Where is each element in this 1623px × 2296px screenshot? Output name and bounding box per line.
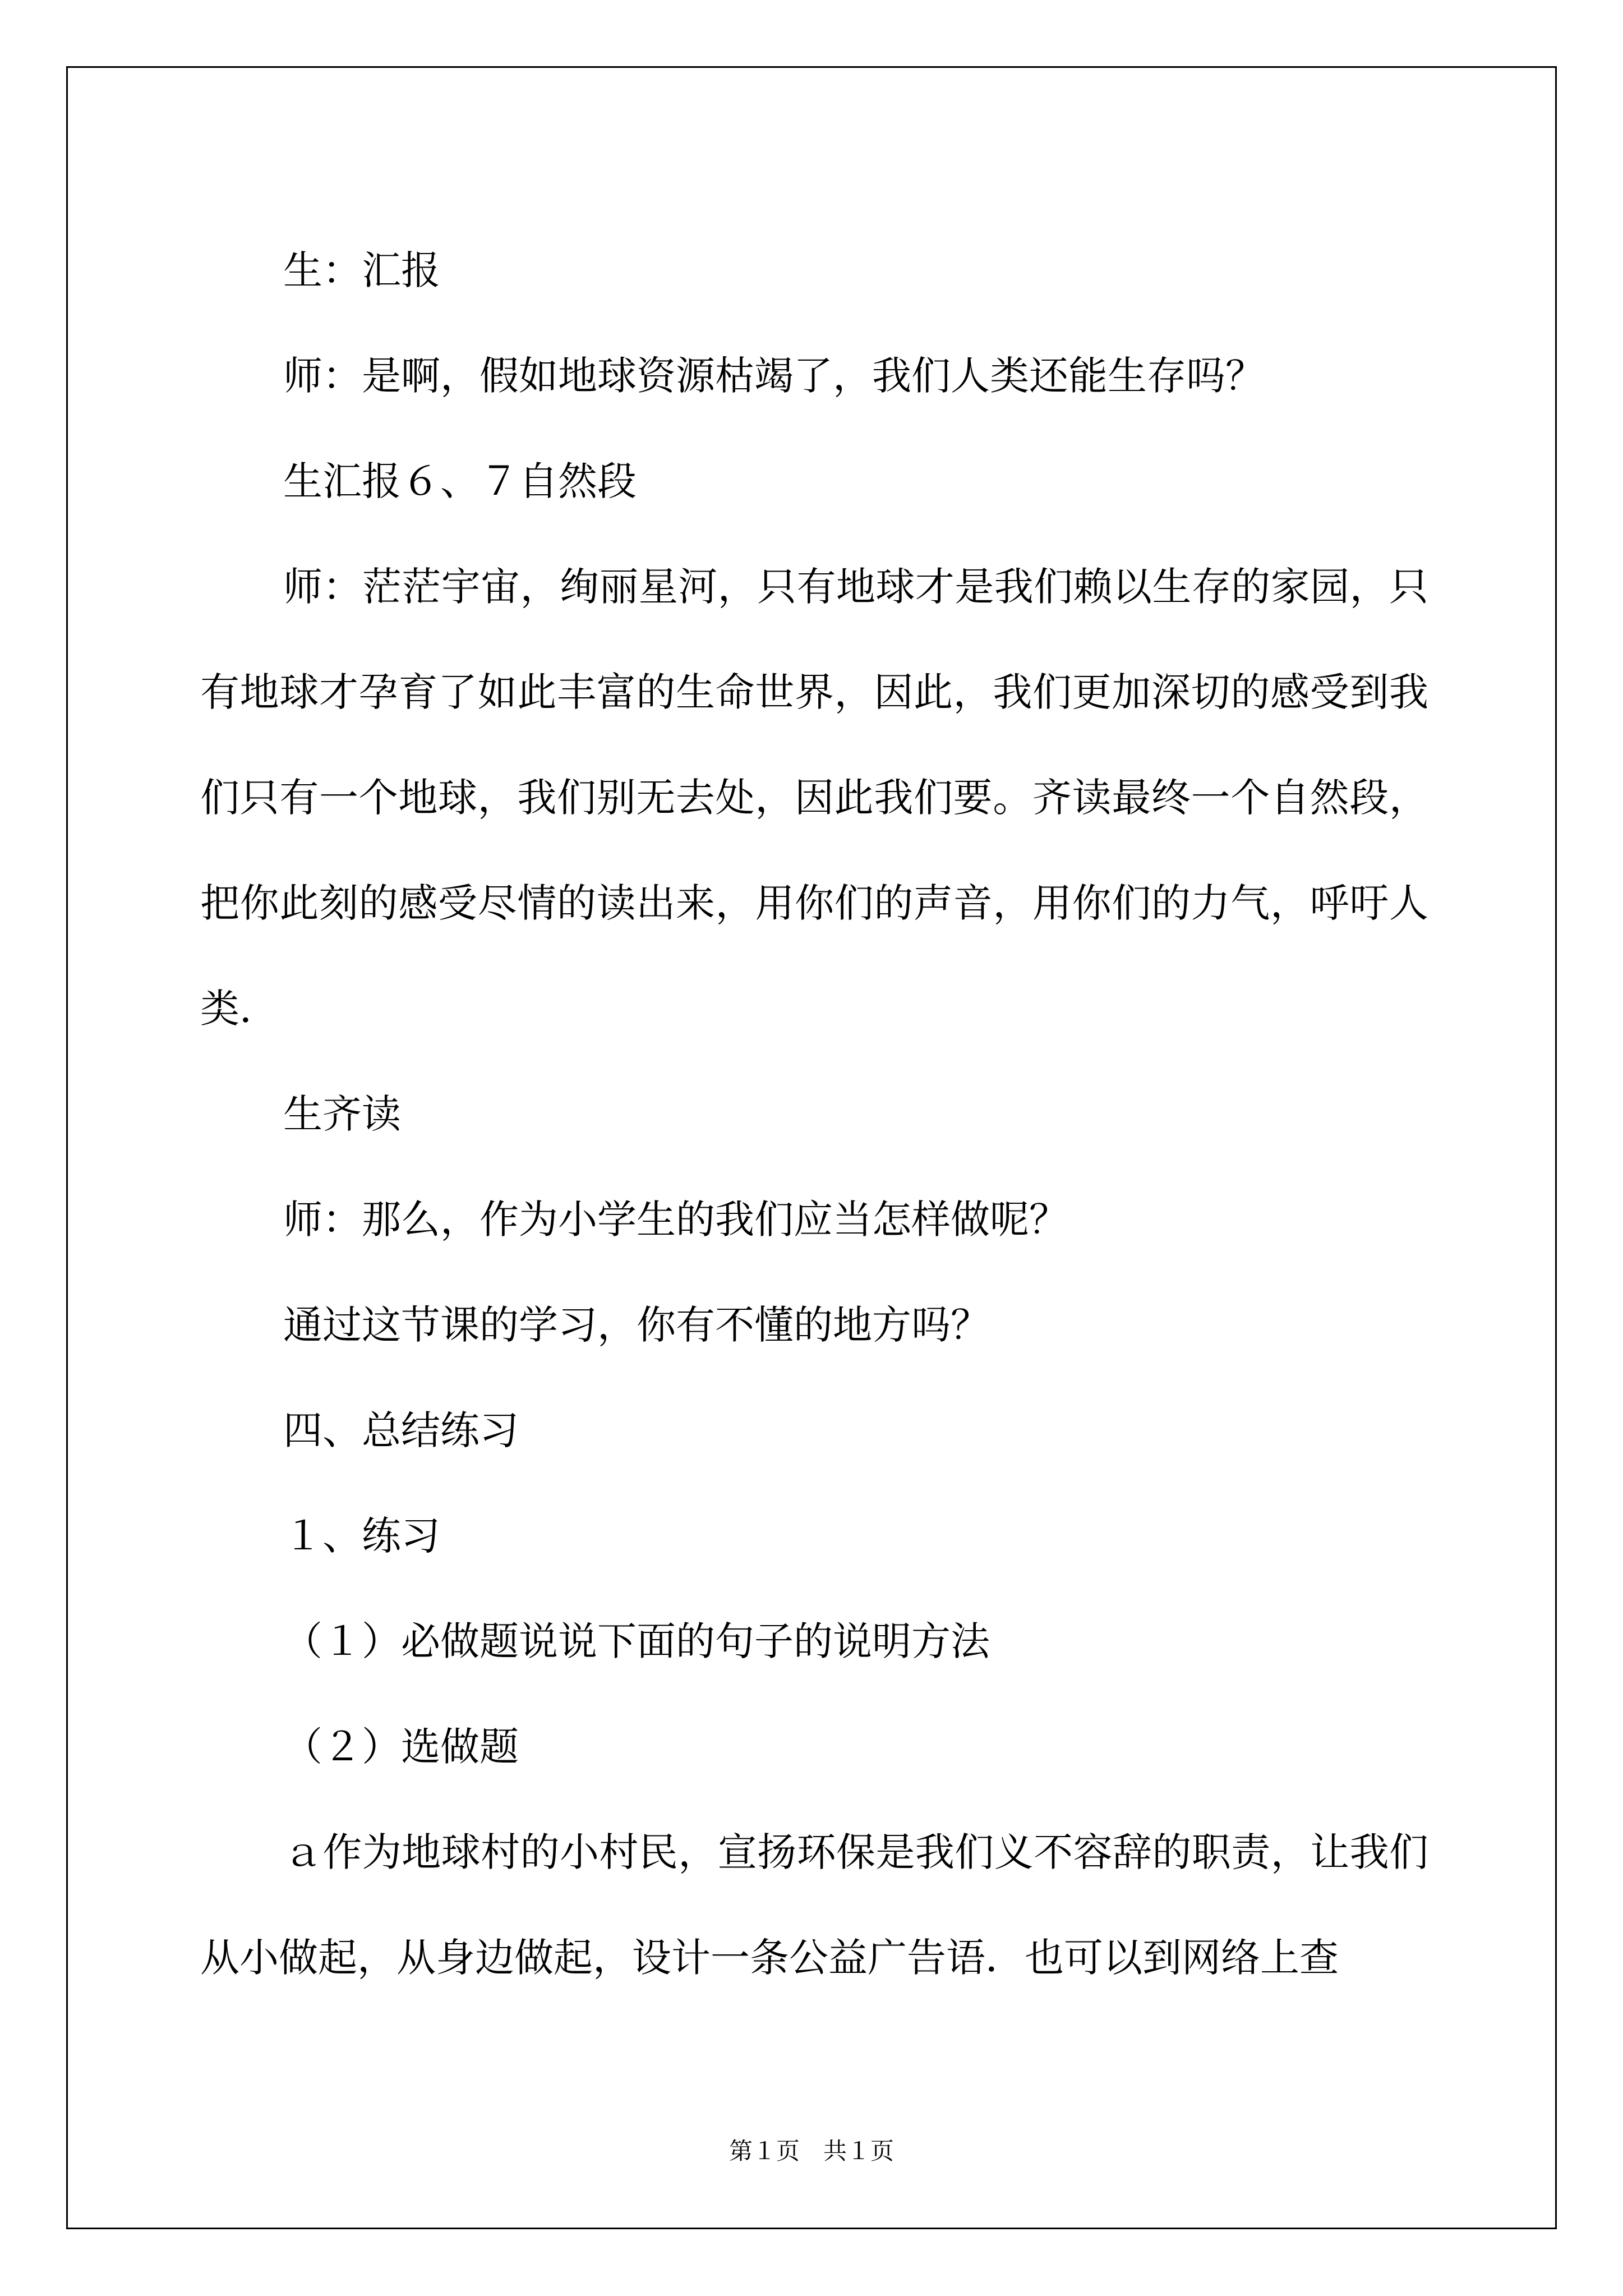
paragraph: 通过这节课的学习，你有不懂的地方吗？: [283, 1302, 990, 1348]
paragraph: 生齐读: [283, 1091, 401, 1137]
paragraph: 师：是啊，假如地球资源枯竭了，我们人类还能生存吗？: [283, 353, 1265, 399]
paragraph: ａ作为地球村的小村民，宣扬环保是我们义不容辞的职责，让我们从小做起，从身边做起，设计一条公益广告语．也可以到网络上查: [200, 1829, 1428, 1981]
paragraph: （２）选做题: [283, 1724, 519, 1770]
paragraph: 师：那么，作为小学生的我们应当怎样做呢？: [283, 1197, 1068, 1243]
paragraph: （１）必做题说说下面的句子的说明方法: [283, 1618, 990, 1664]
paragraph: 师：茫茫宇宙，绚丽星河，只有地球才是我们赖以生存的家园，只有地球才孕育了如此丰富的生命世界，因此，我们更加深切的感受到我们只有一个地球，我们别无去处，因此我们要。齐读最终一个自然段，把你此刻的感受尽情的读出来，用你们的声音，用你们的力气，呼吁人类．: [200, 564, 1428, 1032]
paragraph: 生汇报６、７自然段: [283, 458, 637, 504]
paragraph: 生：汇报: [283, 247, 440, 293]
paragraph: １、练习: [283, 1513, 440, 1559]
paragraph: 四、总结练习: [283, 1407, 519, 1453]
page-footer: 第１页 共１页: [728, 2139, 894, 2165]
document-body: [200, 218, 1428, 2010]
